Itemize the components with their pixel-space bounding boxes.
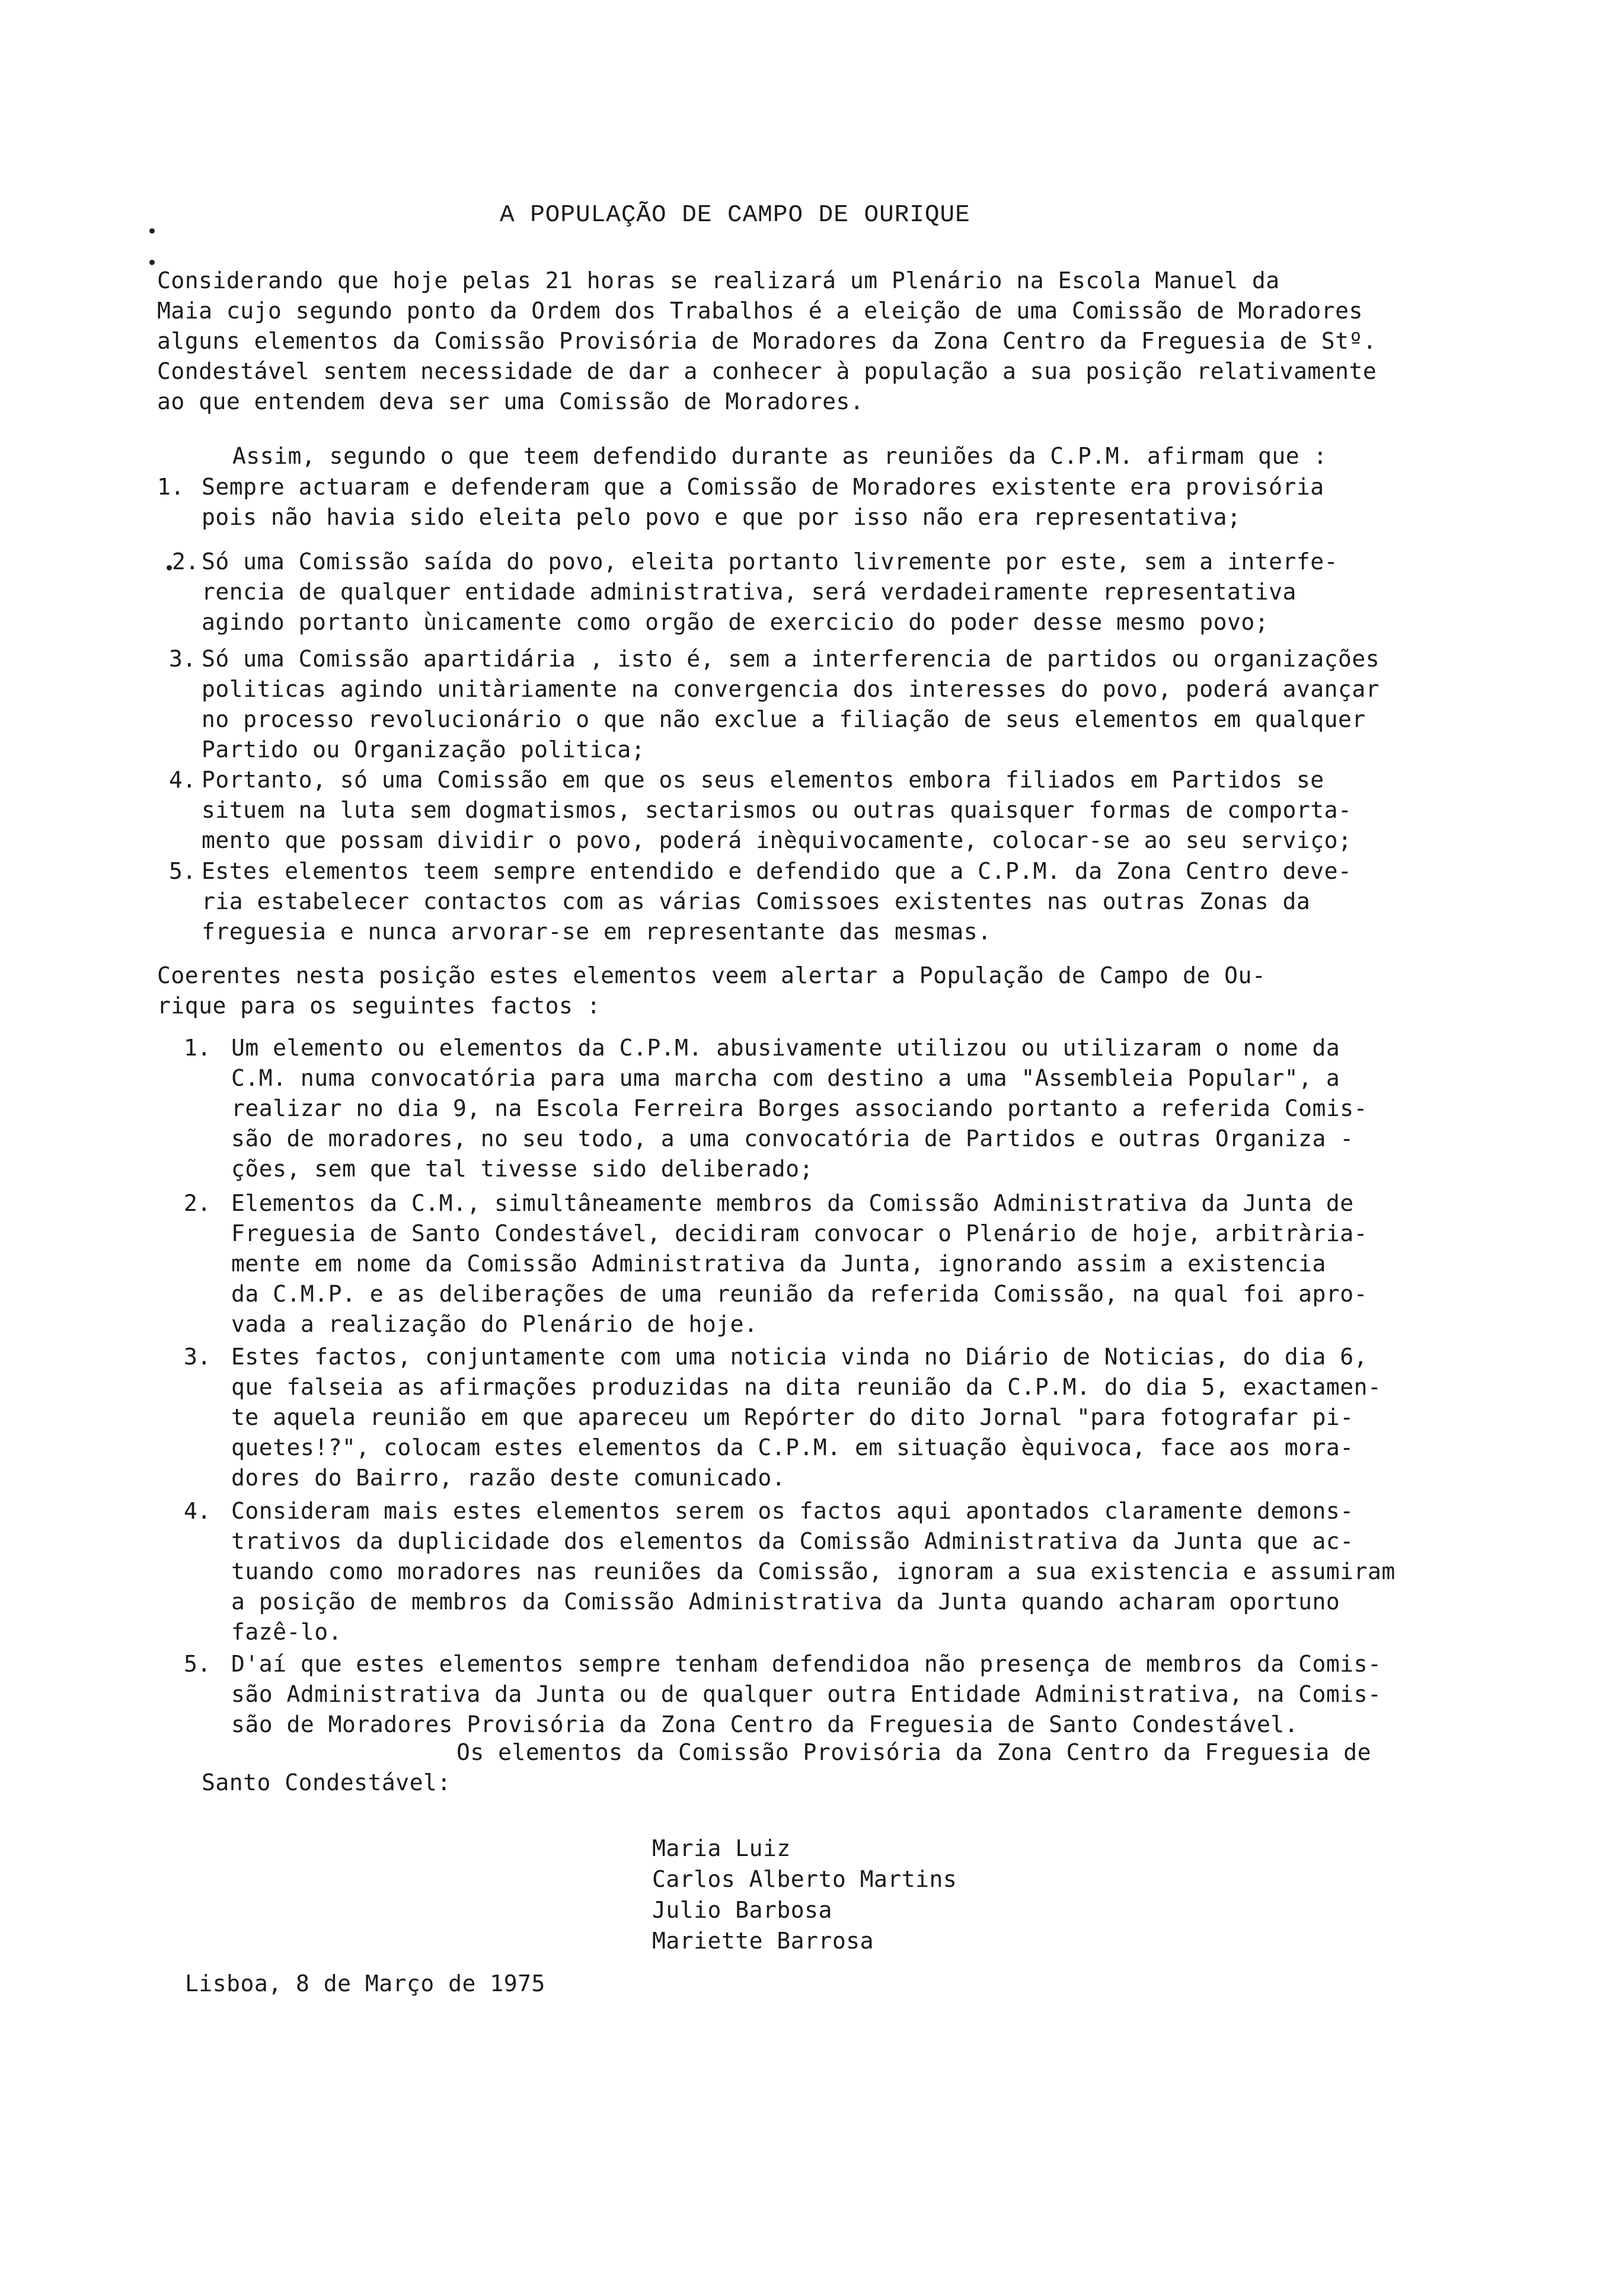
section2-item-text: Elementos da C.M., simultâneamente membros da Comissão Administrativa da Junta de Freguesia de Santo Condestável, decidiram convocar o Plenário de hoje, arbitrària- mente em nome da Comissão Administrativa da Junta, ignorando assim a existencia da C.M.P. e as deliberações de uma reunião da referida Comissão, na qual foi apro- vada a realização do Plenário de hoje. xyxy=(231,1190,1368,1337)
closing-paragraph: Os elementos da Comissão Provisória da Zona Centro da Freguesia de Santo Condestável: xyxy=(202,1739,1371,1796)
section1-item-number: 1. xyxy=(157,474,184,500)
section2-item-number: 3. xyxy=(184,1344,211,1370)
margin-mark xyxy=(149,228,155,234)
intro-paragraph: Considerando que hoje pelas 21 horas se realizará um Plenário na Escola Manuel da Maia cujo segundo ponto da Ordem dos Trabalhos é a eleição de uma Comissão de Moradores alguns elementos da Comissão Provisória de Moradores da Zona Centro da Freguesia de Stº. Condestável sentem necessidade de dar a conhecer à população a sua posição relativamente ao que entendem deva ser uma Comissão de Moradores. xyxy=(157,267,1377,414)
section1-intro: Assim, segundo o que teem defendido durante as reuniões da C.P.M. afirmam que : xyxy=(232,443,1327,469)
signer-name: Mariette Barrosa xyxy=(652,1928,874,1954)
section2-intro: Coerentes nesta posição estes elementos veem alertar a População de Campo de Ou- rique para os seguintes factos : xyxy=(157,962,1266,1019)
section1-item-number: 3. xyxy=(169,646,196,672)
section1-item-text: Estes elementos teem sempre entendido e defendido que a C.P.M. da Zona Centro deve- ria estabelecer contactos com as várias Comissoes existentes nas outras Zonas da freguesia e nunca arvorar-se em representante das mesmas. xyxy=(202,858,1352,945)
signer-name: Julio Barbosa xyxy=(652,1897,832,1923)
place-date: Lisboa, 8 de Março de 1975 xyxy=(185,1970,545,1997)
margin-mark xyxy=(149,260,155,265)
section2-item-text: Estes factos, conjuntamente com uma noticia vinda no Diário de Noticias, do dia 6, que falseia as afirmações produzidas na dita reunião da C.P.M. do dia 5, exactamen- te aquela reunião em que apareceu um Repórter do dito Jornal "para fotografar pi- quetes!?", colocam estes elementos da C.P.M. em situação èquivoca, face aos mora- dores do Bairro, razão deste comunicado. xyxy=(231,1344,1382,1491)
section2-item-text: Um elemento ou elementos da C.P.M. abusivamente utilizou ou utilizaram o nome da C.M. numa convocatória para uma marcha com destino a uma "Assembleia Popular", a realizar no dia 9, na Escola Ferreira Borges associando portanto a referida Comis- são de moradores, no seu todo, a uma convocatória de Partidos e outras Organiza - ções, sem que tal tivesse sido deliberado; xyxy=(231,1035,1368,1182)
section1-item-text: Sempre actuaram e defenderam que a Comissão de Moradores existente era provisória pois não havia sido eleita pelo povo e que por isso não era representativa; xyxy=(202,474,1324,530)
section1-item-number: 2. xyxy=(172,549,199,575)
section2-item-number: 4. xyxy=(184,1498,211,1524)
section2-item-number: 5. xyxy=(184,1651,211,1677)
section2-item-number: 2. xyxy=(184,1190,211,1216)
section2-item-text: D'aí que estes elementos sempre tenham defendidoa não presença de membros da Comis- são Administrativa da Junta ou de qualquer outra Entidade Administrativa, na Comis- são de Moradores Provisória da Zona Centro da Freguesia de Santo Condestável. xyxy=(231,1651,1382,1737)
section2-item-number: 1. xyxy=(184,1035,211,1061)
section1-item-text: Portanto, só uma Comissão em que os seus elementos embora filiados em Partidos se situem na luta sem dogmatismos, sectarismos ou outras quaisquer formas de comporta- mento que possam dividir o povo, poderá inèquivocamente, colocar-se ao seu serviço; xyxy=(202,767,1352,853)
section1-item-number: 4. xyxy=(169,767,196,793)
section1-item-number: 5. xyxy=(169,858,196,884)
section1-item-text: Só uma Comissão apartidária , isto é, sem a interferencia de partidos ou organizações politicas agindo unitàriamente na convergencia dos interesses do povo, poderá avançar no processo revolucionário o que não exclue a filiação de seus elementos em qualquer Partido ou Organização politica; xyxy=(202,646,1380,763)
document-title: A POPULAÇÃO DE CAMPO DE OURIQUE xyxy=(500,202,970,229)
section2-item-text: Consideram mais estes elementos serem os factos aqui apontados claramente demons- trativos da duplicidade dos elementos da Comissão Administrativa da Junta que ac- tuando como moradores nas reuniões da Comissão, ignoram a sua existencia e assumiram a posição de membros da Comissão Administrativa da Junta quando acharam oportuno fazê-lo. xyxy=(231,1498,1396,1645)
margin-mark xyxy=(167,565,172,570)
signer-name: Carlos Alberto Martins xyxy=(652,1866,957,1892)
section1-item-text: Só uma Comissão saída do povo, eleita portanto livremente por este, sem a interfe- rencia de qualquer entidade administrativa, será verdadeiramente representativa agindo portanto ùnicamente como orgão de exercicio do poder desse mesmo povo; xyxy=(202,549,1338,635)
signer-name: Maria Luiz xyxy=(652,1835,791,1861)
